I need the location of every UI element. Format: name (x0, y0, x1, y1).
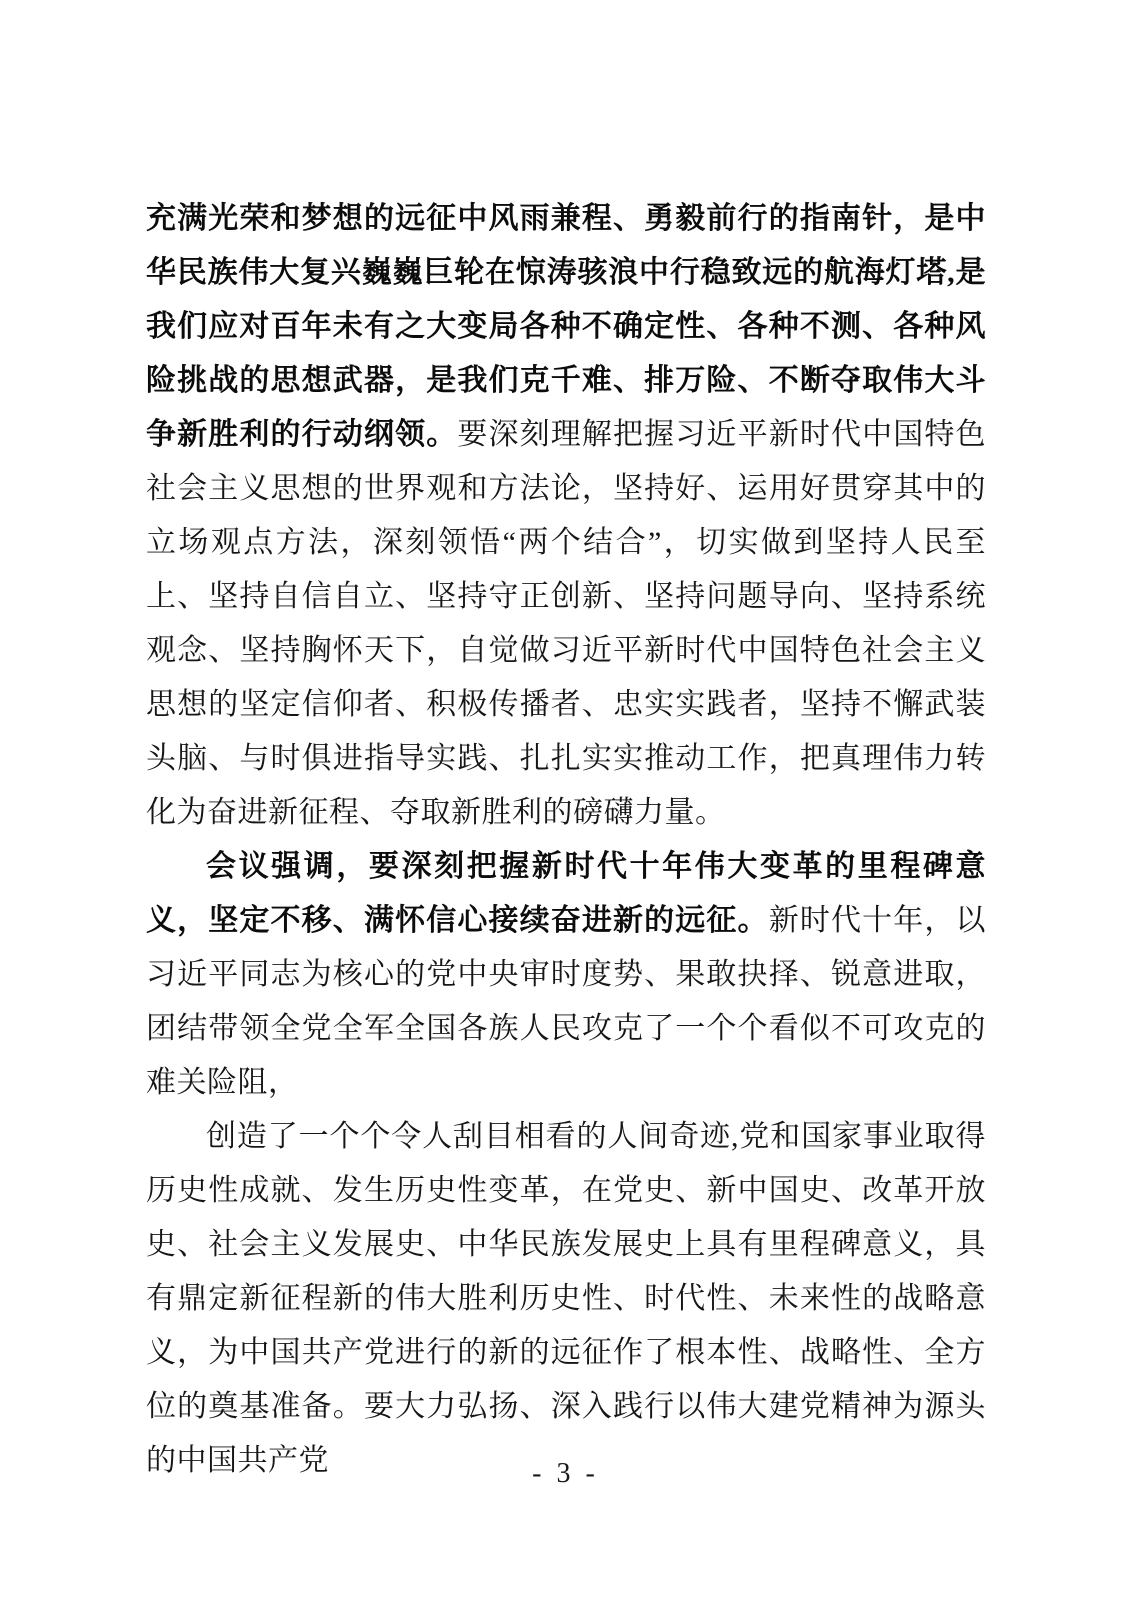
paragraph-3-regular-text: 创造了一个个令人刮目相看的人间奇迹,党和国家事业取得历史性成就、发生历史性变革，在党史、新中国史、改革开放史、社会主义发展史、中华民族发展史上具有里程碑意义，具有鼎定新征程新的伟大胜利历史性、时代性、未来性的战略意义，为中国共产党进行的新的远征作了根本性、战略性、全方位的奠基准备。要大力弘扬、深入践行以伟大建党精神为源头的中国共产党 (146, 1120, 986, 1477)
paragraph-1-bold-text: 充满光荣和梦想的远征中风雨兼程、勇毅前行的指南针，是中华民族伟大复兴巍巍巨轮在惊涛骇浪中行稳致远的航海灯塔,是我们应对百年未有之大变局各种不确定性、各种不测、各种风险挑战的思想武器，是我们克千难、排万险、不断夺取伟大斗争新胜利的行动纲领。 (146, 202, 986, 451)
paragraph-2 (146, 840, 986, 1110)
paragraph-2-bold-text: 会议强调，要深刻把握新时代十年伟大变革的里程碑意义，坚定不移、满怀信心接续奋进新的远征。 (146, 850, 986, 937)
paragraph-3 (146, 1110, 986, 1488)
paragraph-1 (146, 192, 986, 840)
document-body (146, 192, 986, 1488)
paragraph-2-regular-text: 新时代十年，以习近平同志为核心的党中央审时度势、果敢抉择、锐意进取，团结带领全党全军全国各族人民攻克了一个个看似不可攻克的难关险阻， (146, 904, 987, 1099)
paragraph-1-regular-text: 要深刻理解把握习近平新时代中国特色社会主义思想的世界观和方法论，坚持好、运用好贯穿其中的立场观点方法，深刻领悟“两个结合”，切实做到坚持人民至上、坚持自信自立、坚持守正创新、坚持问题导向、坚持系统观念、坚持胸怀天下，自觉做习近平新时代中国特色社会主义思想的坚定信仰者、积极传播者、忠实实践者，坚持不懈武装头脑、与时俱进指导实践、扎扎实实推动工作，把真理伟力转化为奋进新征程、夺取新胜利的磅礴力量。 (146, 418, 987, 829)
page-number: - 3 - (532, 1458, 599, 1489)
